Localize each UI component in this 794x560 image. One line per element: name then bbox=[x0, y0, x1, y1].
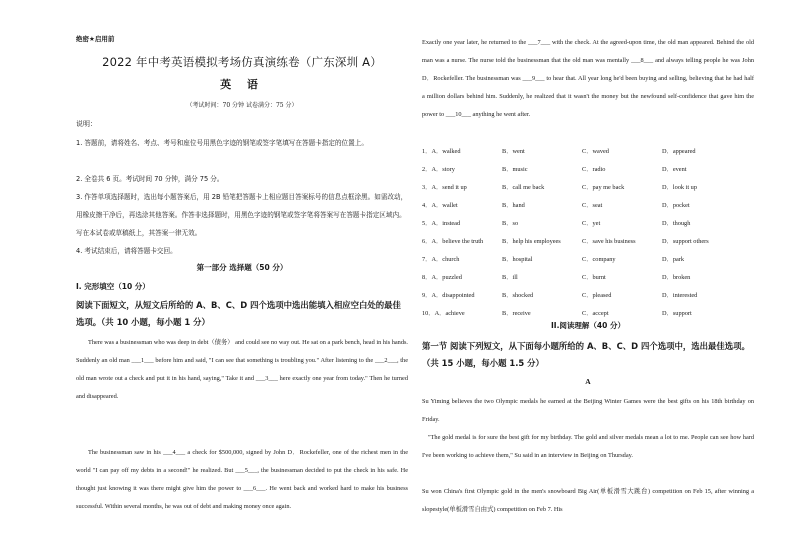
option: C．yet bbox=[582, 220, 601, 227]
option: C．waved bbox=[582, 148, 609, 155]
option: 4．A．wallet bbox=[422, 202, 458, 209]
option: B．music bbox=[502, 166, 528, 173]
option: D．appeared bbox=[662, 148, 696, 155]
option: C．radio bbox=[582, 166, 606, 173]
note-item: 1. 答题前，请将姓名、考点、考号和座位号用黑色字迹的钢笔或签字笔填写在答题卡指定的位置上。 bbox=[76, 139, 368, 147]
option: B．shocked bbox=[502, 292, 534, 299]
option: B．help his employees bbox=[502, 238, 561, 245]
option-row bbox=[422, 143, 754, 161]
option: 5．A．instead bbox=[422, 220, 461, 227]
option: B．receive bbox=[502, 310, 531, 317]
passage-paragraph: "The gold medal is for sure the best gift for my birthday. The gold and silver medals mean a lot to me. People can see how hard I've been working to achieve them," Su said in an interview in Beijing on Thursday. bbox=[422, 434, 754, 459]
option: B．so bbox=[502, 220, 519, 227]
notes-title: 说明： bbox=[76, 120, 97, 128]
option: C．seat bbox=[582, 202, 603, 209]
option: D．support others bbox=[662, 238, 709, 245]
option: D．though bbox=[662, 220, 691, 227]
note-item: 3. 作答单项选择题时，选出每小题答案后，用 2B 铅笔把答题卡上相应题目答案标号的信息点框涂黑。如需改动，用橡皮擦干净后，再选涂其他答案。作答非选择题时，用黑色字迹的钢笔或签字笔将答案写在答题卡指定区域内。写在本试卷或草稿纸上，其答案一律无效。 bbox=[76, 193, 408, 237]
option-row bbox=[422, 251, 754, 269]
options-list bbox=[422, 143, 754, 323]
cloze-instruction: 阅读下面短文，从短文后所给的 A、B、C、D 四个选项中选出能填入相应空白处的最佳选项。（共 10 小题，每小题 1 分） bbox=[76, 300, 401, 327]
option-row bbox=[422, 215, 754, 233]
option: B．went bbox=[502, 148, 525, 155]
option: B．call me back bbox=[502, 184, 545, 191]
subject-title: 英 语 bbox=[220, 78, 264, 91]
option-row bbox=[422, 161, 754, 179]
part1-title: 第一部分 选择题（50 分） bbox=[196, 263, 288, 272]
option: 3．A．send it up bbox=[422, 184, 467, 191]
option-row bbox=[422, 233, 754, 251]
option: 10．A．achieve bbox=[422, 310, 465, 317]
cloze-section-title: I. 完形填空（10 分） bbox=[76, 282, 150, 291]
option: 8．A．puzzled bbox=[422, 274, 462, 281]
passage-paragraph: Su Yiming believes the two Olympic medals he earned at the Beijing Winter Games were the best gifts on his 18th birthday on Friday. bbox=[422, 398, 754, 423]
option-row bbox=[422, 269, 754, 287]
option-row bbox=[422, 287, 754, 305]
option: 2．A．story bbox=[422, 166, 455, 173]
cloze-paragraph: Exactly one year later, he returned to the ___7___ with the check. At the agreed-upon time, the old man appeared. Behind the old man was a nurse. The nurse told the businessman that the old man was mentally ___8___ and always telling people he was John D．Rockefeller. The businessman was ___9___ to hear that. All year long he'd been buying and selling, believing that he had half a million dollars behind him. Suddenly, he realized that it wasn't the money but the newfound self-confidence that gave him the power to ___10___ anything he went after. bbox=[422, 39, 754, 118]
option: D．look it up bbox=[662, 184, 697, 191]
option: 1．A．walked bbox=[422, 148, 461, 155]
option: D．pocket bbox=[662, 202, 690, 209]
option: D．event bbox=[662, 166, 687, 173]
option: C．save his business bbox=[582, 238, 636, 245]
reading-instruction: 第一节 阅读下列短文，从下面每小题所给的 A、B、C、D 四个选项中，选出最佳选项。（共 15 小题，每小题 1.5 分） bbox=[422, 341, 750, 368]
option: B．hospital bbox=[502, 256, 533, 263]
option: D．park bbox=[662, 256, 685, 263]
passage-label: A bbox=[585, 377, 591, 386]
cloze-paragraph: The businessman saw in his ___4___ a check for $500,000, signed by John D．Rockefeller, one of the richest men in the world "I can pay off my debts in a second!" he realized. But ___5___, the businessman decided to put the check in his safe. He thought just knowing it was there might give him the power to ___6___. He went back and worked hard to make his business successful. Within several months, he was out of debt and making money once again. bbox=[76, 449, 408, 510]
option: D．interested bbox=[662, 292, 698, 299]
option: C．pay me back bbox=[582, 184, 625, 191]
option: D．support bbox=[662, 310, 692, 317]
option: 7．A．church bbox=[422, 256, 460, 263]
option-row bbox=[422, 179, 754, 197]
cloze-paragraph: There was a businessman who was deep in debt（债务） and could see no way out. He sat on a park bench, head in his hands. Suddenly an old man ___1___ before him and said, "I can see that something is troubling you." After listening to the ___2___, the old man wrote out a check and put it in his hand, saying," Take it and ___3___ here exactly one year from today." Then he turned and disappeared. bbox=[76, 339, 408, 400]
note-item: 2. 全卷共 6 页。考试时间 70 分钟，满分 75 分。 bbox=[76, 175, 224, 183]
option: B．hand bbox=[502, 202, 525, 209]
secret-label: 绝密★启用前 bbox=[76, 35, 115, 43]
note-item: 4. 考试结束后，请将答题卡交回。 bbox=[76, 247, 177, 255]
option: D．broken bbox=[662, 274, 691, 281]
exam-info: （考试时间：70 分钟 试卷满分：75 分） bbox=[186, 102, 298, 109]
passage-paragraph: Su won China's first Olympic gold in the men's snowboard Big Air(单板滑雪大跳台) competition on Feb 15, after winning a slopestyle(单板滑雪自由式) competition on Feb 7. His bbox=[422, 488, 754, 513]
option: C．company bbox=[582, 256, 616, 263]
exam-title: 2022 年中考英语模拟考场仿真演练卷（广东深圳 A） bbox=[102, 55, 382, 69]
option: B．ill bbox=[502, 274, 518, 281]
option: 9．A．disappointed bbox=[422, 292, 475, 299]
option-row bbox=[422, 197, 754, 215]
option: 6．A．believe the truth bbox=[422, 238, 484, 245]
option: C．accept bbox=[582, 310, 609, 317]
option: C．pleased bbox=[582, 292, 612, 299]
reading-section-title: II.阅读理解（40 分） bbox=[551, 321, 625, 330]
option: C．burnt bbox=[582, 274, 606, 281]
